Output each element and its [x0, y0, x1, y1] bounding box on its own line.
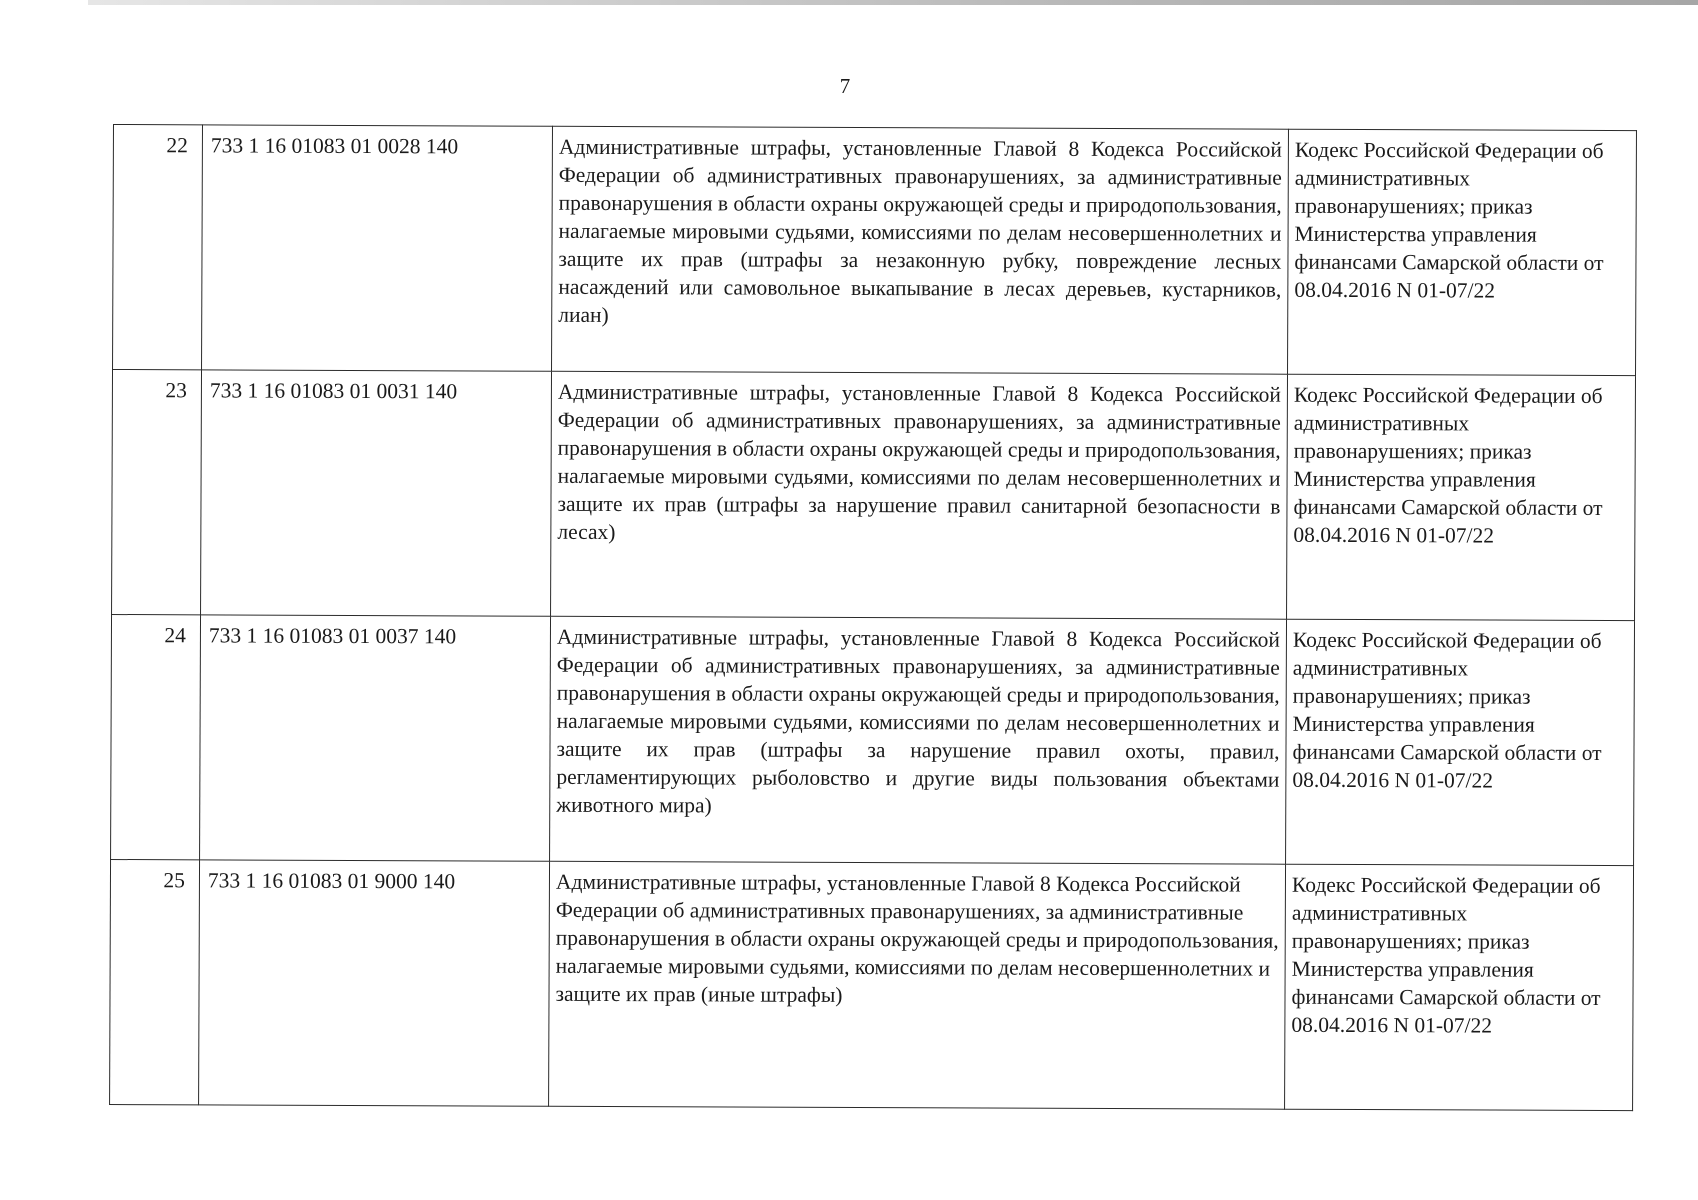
row-number: 22	[113, 125, 203, 370]
legal-basis: Кодекс Российской Федерации об административных правонарушениях; приказ Министерства управления финансами Самарской области от 08.04.2016 N 01-07/22	[1285, 864, 1634, 1110]
table-row	[110, 859, 1634, 1110]
table-row	[113, 125, 1637, 376]
revenue-codes-table	[109, 124, 1637, 1111]
legal-basis: Кодекс Российской Федерации об административных правонарушениях; приказ Министерства управления финансами Самарской области от 08.04.2016 N 01-07/22	[1287, 374, 1636, 620]
row-number: 24	[111, 614, 201, 859]
budget-code: 733 1 16 01083 01 0037 140	[200, 615, 551, 861]
revenue-name: Административные штрафы, установленные Главой 8 Кодекса Российской Федерации об административных правонарушениях, за административные правонарушения в области охраны окружающей среды и природопользования, налагаемые мировыми судьями, комиссиями по делам несовершеннолетних и защите их прав (штрафы за нарушение правил санитарной безопасности в лесах)	[551, 371, 1288, 619]
revenue-name: Административные штрафы, установленные Главой 8 Кодекса Российской Федерации об административных правонарушениях, за административные правонарушения в области охраны окружающей среды и природопользования, налагаемые мировыми судьями, комиссиями по делам несовершеннолетних и защите их прав (штрафы за незаконную рубку, повреждение лесных насаждений или самовольное выкапывание в лесах деревьев, кустарников, лиан)	[552, 126, 1289, 374]
table-row	[112, 370, 1636, 621]
scan-edge-shadow	[88, 0, 1698, 5]
budget-code: 733 1 16 01083 01 0028 140	[202, 125, 553, 371]
row-number: 25	[110, 859, 200, 1104]
legal-basis: Кодекс Российской Федерации об административных правонарушениях; приказ Министерства управления финансами Самарской области от 08.04.2016 N 01-07/22	[1288, 129, 1637, 375]
page-number: 7	[839, 74, 851, 98]
row-number: 23	[112, 370, 202, 615]
table-row	[111, 614, 1635, 865]
revenue-name: Административные штрафы, установленные Главой 8 Кодекса Российской Федерации об административных правонарушениях, за административные правонарушения в области охраны окружающей среды и природопользования, налагаемые мировыми судьями, комиссиями по делам несовершеннолетних и защите их прав (штрафы за нарушение правил охоты, правил, регламентирующих рыболовство и другие виды пользования объектами животного мира)	[550, 616, 1287, 864]
legal-basis: Кодекс Российской Федерации об административных правонарушениях; приказ Министерства управления финансами Самарской области от 08.04.2016 N 01-07/22	[1286, 619, 1635, 865]
budget-code: 733 1 16 01083 01 9000 140	[199, 860, 550, 1106]
budget-code: 733 1 16 01083 01 0031 140	[201, 370, 552, 616]
revenue-name: Административные штрафы, установленные Главой 8 Кодекса Российской Федерации об административных правонарушениях, за административные правонарушения в области охраны окружающей среды и природопользования, налагаемые мировыми судьями, комиссиями по делам несовершеннолетних и защите их прав (иные штрафы)	[549, 861, 1286, 1109]
